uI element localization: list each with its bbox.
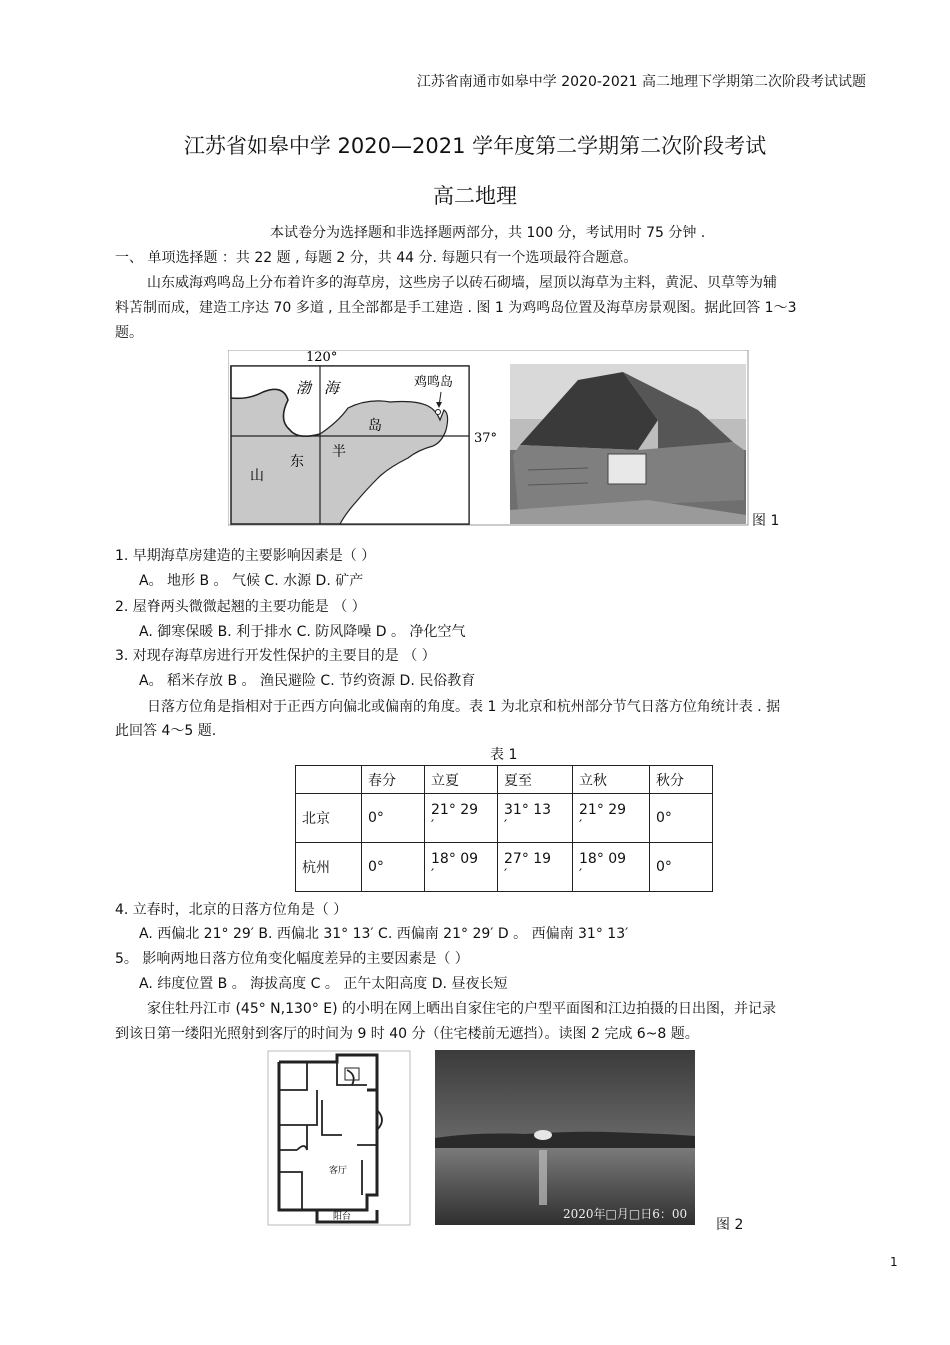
seaweed-house-photo	[510, 364, 746, 524]
rising-sun	[534, 1130, 552, 1140]
table-header-cell: 立夏	[425, 766, 498, 794]
figure2-caption: 图 2	[716, 1217, 744, 1233]
island-marker	[436, 410, 441, 415]
page-number: 1	[890, 1255, 898, 1269]
question4-options: A. 西偏北 21° 29′ B. 西偏北 31° 13′ C. 西偏南 21° 29′ D 。 西偏南 31° 13′	[139, 926, 629, 942]
question1-options: A。 地形 B 。 气候 C. 水源 D. 矿产	[139, 573, 364, 589]
sea-label-1: 渤	[296, 379, 312, 397]
table-header-cell: 夏至	[498, 766, 573, 794]
table-cell: 0°	[362, 794, 425, 843]
table-row	[296, 794, 713, 843]
passage1-line1: 山东威海鸡鸣岛上分布着许多的海草房，这些房子以砖石砌墙，屋顶以海草为主料，黄泥、贝草等为辅	[147, 275, 777, 291]
page-header: 江苏省南通市如皋中学 2020-2021 高二地理下学期第二次阶段考试试题	[416, 74, 866, 90]
passage1-line2: 料苫制而成，建造工序达 70 多道 , 且全部都是手工建造 . 图 1 为鸡鸣岛位置及海草房景观图。据此回答 1～3	[115, 300, 797, 316]
latitude-label: 37°	[474, 431, 498, 446]
passage2-line2: 此回答 4～5 题.	[115, 723, 217, 739]
table-header-cell: 立秋	[573, 766, 650, 794]
table1-caption: 表 1	[490, 747, 518, 763]
question1-stem: 1. 早期海草房建造的主要影响因素是（ ）	[115, 548, 376, 564]
table-header-row	[296, 766, 713, 794]
table-cell: 21° 29 ′	[425, 794, 498, 843]
map-label-ban: 半	[332, 444, 346, 460]
exam-intro: 本试卷分为选择题和非选择题两部分，共 100 分，考试用时 75 分钟 .	[270, 225, 706, 241]
passage2-line1: 日落方位角是指相对于正西方向偏北或偏南的角度。表 1 为北京和杭州部分节气日落方位角统计表 . 据	[147, 699, 781, 715]
exam-title: 江苏省如皋中学 2020—2021 学年度第二学期第二次阶段考试	[183, 134, 767, 158]
table-cell: 31° 13 ′	[498, 794, 573, 843]
sea-label-2: 海	[324, 379, 340, 397]
map-label-dong: 东	[290, 454, 304, 470]
map-label-shan: 山	[250, 468, 264, 484]
table-cell: 21° 29 ′	[573, 794, 650, 843]
sunrise-photo	[435, 1050, 695, 1225]
passage3-line1: 家住牡丹江市 (45° N,130° E) 的小明在网上晒出自家住宅的户型平面图和江边拍摄的日出图，并记录	[147, 1001, 777, 1017]
exam-subtitle: 高二地理	[433, 184, 517, 208]
table-city-cell: 杭州	[296, 843, 362, 892]
question5-options: A. 纬度位置 B 。 海拔高度 C 。 正午太阳高度 D. 昼夜长短	[139, 976, 508, 992]
living-room-label: 客厅	[329, 1166, 348, 1176]
table-row	[296, 843, 713, 892]
section-heading: 一、 单项选择题 ：共 22 题 , 每题 2 分，共 44 分. 每题只有一个选项最符合题意。	[115, 250, 638, 266]
table-cell: 18° 09 ′	[573, 843, 650, 892]
table-cell: 0°	[362, 843, 425, 892]
floor-plan	[267, 1050, 412, 1227]
balcony-label: 阳台	[333, 1212, 352, 1222]
island-label: 鸡鸣岛	[414, 375, 454, 390]
question3-stem: 3. 对现存海草房进行开发性保护的主要目的是 （ ）	[115, 648, 436, 664]
table-cell: 0°	[650, 843, 713, 892]
question3-options: A。 稻米存放 B 。 渔民避险 C. 节约资源 D. 民俗教育	[139, 673, 476, 689]
table-cell: 27° 19 ′	[498, 843, 573, 892]
sun-reflection	[539, 1150, 547, 1205]
figure1-caption: 图 1	[752, 513, 780, 529]
question2-stem: 2. 屋脊两头微微起翘的主要功能是 （ ）	[115, 599, 366, 615]
table-header-cell: 秋分	[650, 766, 713, 794]
location-map	[231, 350, 497, 524]
table-city-cell: 北京	[296, 794, 362, 843]
table-cell: 18° 09 ′	[425, 843, 498, 892]
passage1-line3: 题。	[115, 325, 143, 341]
photo-timestamp: 2020年□月□日6：00	[563, 1207, 688, 1221]
map-label-dao: 岛	[368, 418, 382, 434]
question5-stem: 5。 影响两地日落方位角变化幅度差异的主要因素是（ ）	[115, 951, 469, 967]
figure1	[228, 350, 750, 526]
longitude-label: 120°	[306, 350, 338, 365]
passage3-line2: 到该日第一缕阳光照射到客厅的时间为 9 时 40 分（住宅楼前无遮挡）。读图 2 完成 6~8 题。	[115, 1026, 699, 1042]
table-header-cell: 春分	[362, 766, 425, 794]
question2-options: A. 御寒保暖 B. 利于排水 C. 防风降噪 D 。 净化空气	[139, 624, 466, 640]
table-cell: 0°	[650, 794, 713, 843]
question4-stem: 4. 立春时，北京的日落方位角是（ ）	[115, 902, 348, 918]
table-header-cell	[296, 766, 362, 794]
sunset-azimuth-table	[295, 765, 713, 892]
